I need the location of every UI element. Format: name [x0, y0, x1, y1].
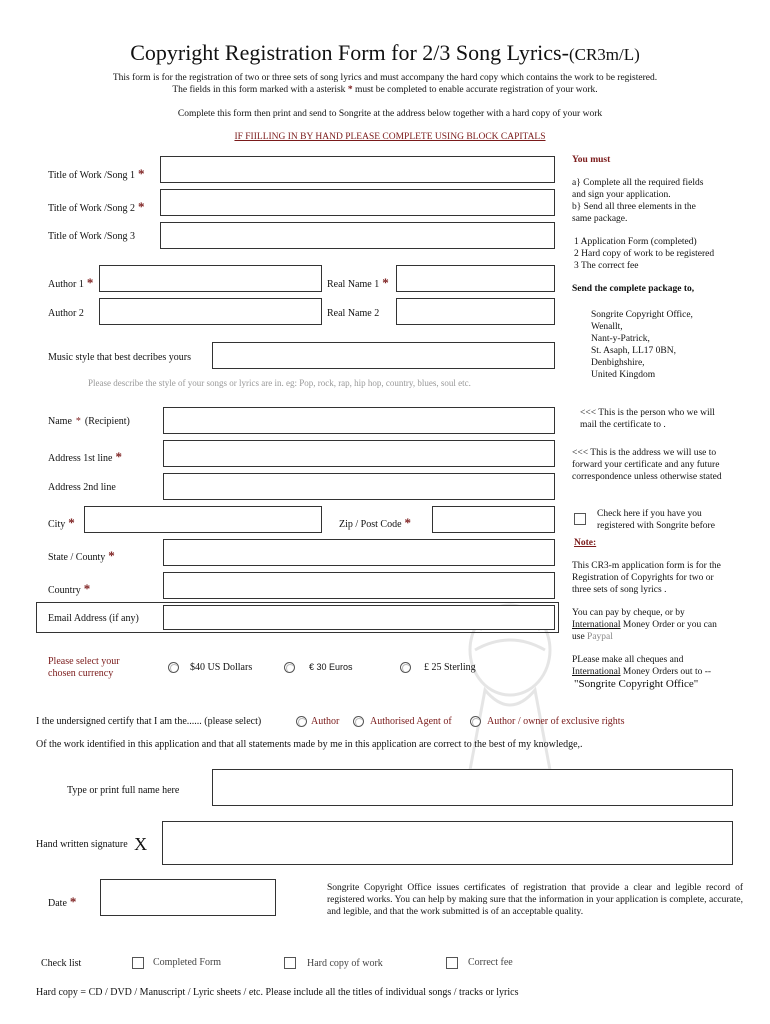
email-label: Email Address (if any): [48, 613, 139, 624]
checklist-hardcopy-checkbox[interactable]: [284, 957, 296, 969]
name-label: Name * (Recipient): [48, 416, 130, 427]
certify-author-radio[interactable]: [296, 716, 307, 727]
send-package-heading: Send the complete package to,: [572, 284, 695, 294]
paypal-text: Paypal: [587, 632, 613, 642]
certify-statement: Of the work identified in this application and that all statements made by me in this application are correct to the best of my knowledge,.: [36, 739, 583, 750]
currency-label: Please select your chosen currency: [48, 656, 120, 679]
checklist-fee-label: Correct fee: [468, 957, 513, 968]
state-label: State / County *: [48, 548, 115, 563]
title-main: Copyright Registration Form for 2/3 Song Lyrics-: [130, 40, 569, 65]
date-input[interactable]: [100, 879, 276, 916]
address1-label: Address 1st line *: [48, 449, 122, 464]
certify-owner-label: Author / owner of exclusive rights: [487, 716, 625, 727]
title3-label: Title of Work /Song 3: [48, 231, 135, 242]
address1-input[interactable]: [163, 440, 555, 467]
country-label: Country *: [48, 581, 91, 596]
real-name1-label: Real Name 1 *: [327, 275, 389, 290]
real-name1-input[interactable]: [396, 265, 555, 292]
cheques-info: PLease make all cheques and International Money Orders out to -- "Songrite Copyright Office": [572, 655, 712, 690]
must-b: b} Send all three elements in the same package.: [572, 202, 696, 224]
certify-label: I the undersigned certify that I am the...... (please select): [36, 716, 262, 727]
state-input[interactable]: [163, 539, 555, 566]
address-note: <<< This is the address we will use to forward your certificate and any future correspondence unless otherwise stated: [572, 448, 722, 482]
address2-input[interactable]: [163, 473, 555, 500]
cheques-payee: "Songrite Copyright Office": [574, 678, 699, 690]
note-heading: Note:: [574, 538, 597, 548]
author2-label: Author 2: [48, 308, 84, 319]
title-code: (CR3m/L): [568, 45, 640, 64]
address2-label: Address 2nd line: [48, 482, 116, 493]
checklist-form-label: Completed Form: [153, 957, 222, 968]
music-style-hint: Please describe the style of your songs or lyrics are in. eg: Pop, rock, rap, hip hop, country, blues, soul etc.: [88, 378, 471, 388]
title2-input[interactable]: [160, 189, 555, 216]
page-title: [0, 40, 770, 66]
date-label: Date *: [48, 894, 77, 909]
payment-info: You can pay by cheque, or by International Money Order or you can use Paypal: [572, 608, 717, 642]
currency-gbp-radio[interactable]: [400, 662, 411, 673]
checklist-form-checkbox[interactable]: [132, 957, 144, 969]
author2-input[interactable]: [99, 298, 322, 325]
currency-usd-label: $40 US Dollars: [190, 662, 253, 673]
complete-instructions: Complete this form then print and send to Songrite at the address below together with a hard copy of your work: [177, 109, 603, 119]
certify-agent-radio[interactable]: [353, 716, 364, 727]
office-address: Songrite Copyright Office, Wenallt, Nant-y-Patrick, St. Asaph, LL17 0BN, Denbighshire, United Kingdom: [591, 310, 693, 380]
hard-copy-footer: Hard copy = CD / DVD / Manuscript / Lyric sheets / etc. Please include all the titles of individual songs / tracks or lyrics: [36, 987, 519, 998]
certify-agent-label: Authorised Agent of: [370, 716, 452, 727]
title1-input[interactable]: [160, 156, 555, 183]
intro-asterisk: *: [347, 85, 353, 95]
full-name-input[interactable]: [212, 769, 733, 806]
full-name-label: Type or print full name here: [67, 785, 180, 796]
author1-input[interactable]: [99, 265, 322, 292]
currency-usd-radio[interactable]: [168, 662, 179, 673]
elements-list: 1 Application Form (completed) 2 Hard copy of work to be registered 3 The correct fee: [574, 237, 715, 271]
music-style-input[interactable]: [212, 342, 555, 369]
you-must-heading: You must: [572, 155, 611, 165]
x-mark: X: [134, 834, 148, 854]
registered-before-checkbox[interactable]: [574, 513, 586, 525]
zip-input[interactable]: [432, 506, 555, 533]
checklist-label: Check list: [41, 958, 82, 969]
author1-label: Author 1 *: [48, 275, 94, 290]
city-input[interactable]: [84, 506, 322, 533]
checklist-fee-checkbox[interactable]: [446, 957, 458, 969]
currency-eur-label: € 30 Euros: [309, 662, 353, 672]
checklist-hardcopy-label: Hard copy of work: [307, 958, 383, 969]
intro-line1: This form is for the registration of two or three sets of song lyrics and must accompany the hard copy which contains the work to be registered.: [112, 73, 658, 83]
recipient-note: <<< This is the person who we will mail the certificate to .: [580, 408, 715, 430]
signature-input[interactable]: [162, 821, 733, 865]
certify-owner-radio[interactable]: [470, 716, 481, 727]
currency-gbp-label: £ 25 Sterling: [424, 662, 476, 673]
email-input[interactable]: [163, 605, 555, 630]
issue-text: Songrite Copyright Office issues certificates of registration that provide a clear and legible record of registered works. You can help by making sure that the information in your application is complete, accurate, and legible, and that the work submitted is of an acceptable quality.: [327, 883, 743, 917]
currency-eur-radio[interactable]: [284, 662, 295, 673]
real-name2-label: Real Name 2: [327, 308, 380, 319]
title1-label: Title of Work /Song 1 *: [48, 166, 145, 181]
name-input[interactable]: [163, 407, 555, 434]
registered-before-label: Check here if you have you registered with Songrite before: [597, 509, 715, 531]
title3-input[interactable]: [160, 222, 555, 249]
block-capitals-note: IF FIILLING IN BY HAND PLEASE COMPLETE USING BLOCK CAPITALS: [234, 132, 546, 142]
country-input[interactable]: [163, 572, 555, 599]
real-name2-input[interactable]: [396, 298, 555, 325]
note-text: This CR3-m application form is for the Registration of Copyrights for two or three sets of song lyrics .: [572, 561, 721, 595]
intro-line2: The fields in this form marked with a asterisk * must be completed to enable accurate registration of your work.: [172, 85, 598, 95]
zip-label: Zip / Post Code *: [339, 515, 412, 530]
certify-author-label: Author: [311, 716, 340, 727]
title2-label: Title of Work /Song 2 *: [48, 199, 145, 214]
music-style-label: Music style that best decribes yours: [48, 352, 192, 363]
hand-signature-label: Hand written signature X: [36, 834, 148, 854]
city-label: City *: [48, 515, 75, 530]
must-a: a} Complete all the required fields and sign your application.: [572, 178, 704, 200]
